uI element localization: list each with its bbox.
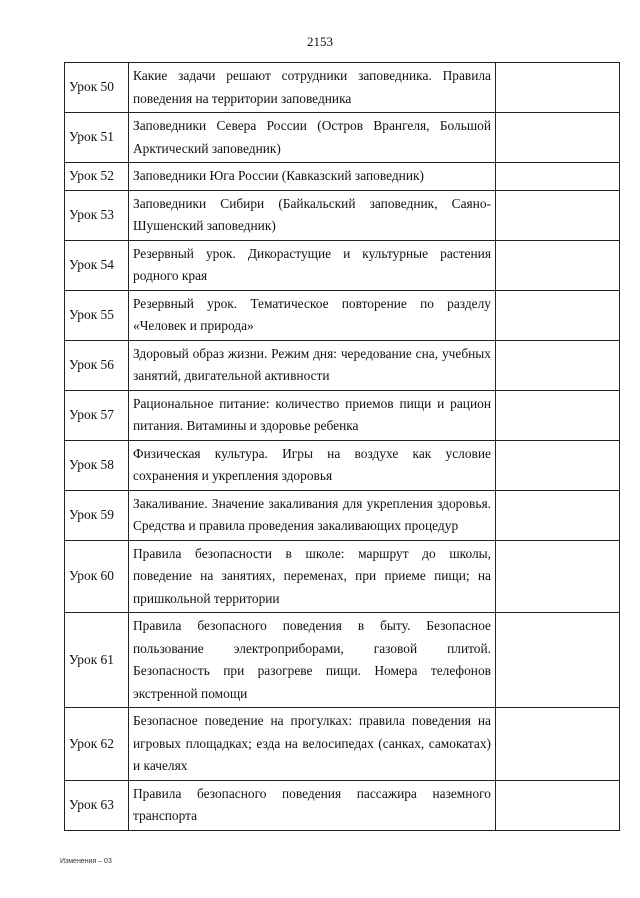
lesson-number-cell: Урок 53 bbox=[65, 190, 129, 240]
lesson-number-cell: Урок 51 bbox=[65, 113, 129, 163]
lesson-number-cell: Урок 60 bbox=[65, 540, 129, 613]
lesson-number-cell: Урок 50 bbox=[65, 63, 129, 113]
notes-cell bbox=[496, 340, 620, 390]
lesson-table-body bbox=[65, 63, 620, 831]
table-row bbox=[65, 780, 620, 830]
notes-cell bbox=[496, 490, 620, 540]
lesson-topic-cell: Правила безопасности в школе: маршрут до школы, поведение на занятиях, переменах, при приеме пищи; на пришкольной территории bbox=[129, 540, 496, 613]
table-row bbox=[65, 490, 620, 540]
lesson-number-cell: Урок 57 bbox=[65, 390, 129, 440]
lesson-topic-cell: Заповедники Сибири (Байкальский заповедник, Саяно-Шушенский заповедник) bbox=[129, 190, 496, 240]
lesson-topic-cell: Правила безопасного поведения пассажира наземного транспорта bbox=[129, 780, 496, 830]
notes-cell bbox=[496, 63, 620, 113]
notes-cell bbox=[496, 780, 620, 830]
lesson-number-cell: Урок 56 bbox=[65, 340, 129, 390]
notes-cell bbox=[496, 440, 620, 490]
notes-cell bbox=[496, 113, 620, 163]
lesson-topic-cell: Рациональное питание: количество приемов пищи и рацион питания. Витамины и здоровье ребенка bbox=[129, 390, 496, 440]
lesson-number-cell: Урок 54 bbox=[65, 240, 129, 290]
lesson-topic-cell: Резервный урок. Дикорастущие и культурные растения родного края bbox=[129, 240, 496, 290]
lesson-topic-cell: Физическая культура. Игры на воздухе как условие сохранения и укрепления здоровья bbox=[129, 440, 496, 490]
lesson-topic-cell: Безопасное поведение на прогулках: правила поведения на игровых площадках; езда на велосипедах (санках, самокатах) и качелях bbox=[129, 708, 496, 781]
lesson-topic-cell: Заповедники Юга России (Кавказский заповедник) bbox=[129, 163, 496, 191]
table-row bbox=[65, 290, 620, 340]
page-number: 2153 bbox=[307, 34, 333, 49]
lesson-number-cell: Урок 52 bbox=[65, 163, 129, 191]
table-row bbox=[65, 708, 620, 781]
table-row bbox=[65, 340, 620, 390]
notes-cell bbox=[496, 708, 620, 781]
table-row bbox=[65, 163, 620, 191]
table-row bbox=[65, 240, 620, 290]
notes-cell bbox=[496, 240, 620, 290]
lesson-number-cell: Урок 62 bbox=[65, 708, 129, 781]
lesson-topic-cell: Какие задачи решают сотрудники заповедника. Правила поведения на территории заповедника bbox=[129, 63, 496, 113]
table-row bbox=[65, 440, 620, 490]
notes-cell bbox=[496, 613, 620, 708]
notes-cell bbox=[496, 540, 620, 613]
table-row bbox=[65, 540, 620, 613]
lesson-topic-cell: Здоровый образ жизни. Режим дня: чередование сна, учебных занятий, двигательной активности bbox=[129, 340, 496, 390]
table-row bbox=[65, 390, 620, 440]
lesson-topic-cell: Резервный урок. Тематическое повторение по разделу «Человек и природа» bbox=[129, 290, 496, 340]
lesson-number-cell: Урок 61 bbox=[65, 613, 129, 708]
notes-cell bbox=[496, 163, 620, 191]
notes-cell bbox=[496, 290, 620, 340]
table-row bbox=[65, 613, 620, 708]
table-row bbox=[65, 113, 620, 163]
lesson-topic-cell: Правила безопасного поведения в быту. Безопасное пользование электроприборами, газовой плитой. Безопасность при разогреве пищи. Номера телефонов экстренной помощи bbox=[129, 613, 496, 708]
lesson-number-cell: Урок 63 bbox=[65, 780, 129, 830]
lesson-topic-cell: Заповедники Севера России (Остров Врангеля, Большой Арктический заповедник) bbox=[129, 113, 496, 163]
footer-revision: Изменения – 03 bbox=[60, 858, 112, 865]
table-row bbox=[65, 63, 620, 113]
notes-cell bbox=[496, 190, 620, 240]
table-row bbox=[65, 190, 620, 240]
lesson-table bbox=[64, 62, 620, 831]
lesson-number-cell: Урок 59 bbox=[65, 490, 129, 540]
notes-cell bbox=[496, 390, 620, 440]
lesson-topic-cell: Закаливание. Значение закаливания для укрепления здоровья. Средства и правила проведения закаливающих процедур bbox=[129, 490, 496, 540]
lesson-number-cell: Урок 58 bbox=[65, 440, 129, 490]
lesson-number-cell: Урок 55 bbox=[65, 290, 129, 340]
